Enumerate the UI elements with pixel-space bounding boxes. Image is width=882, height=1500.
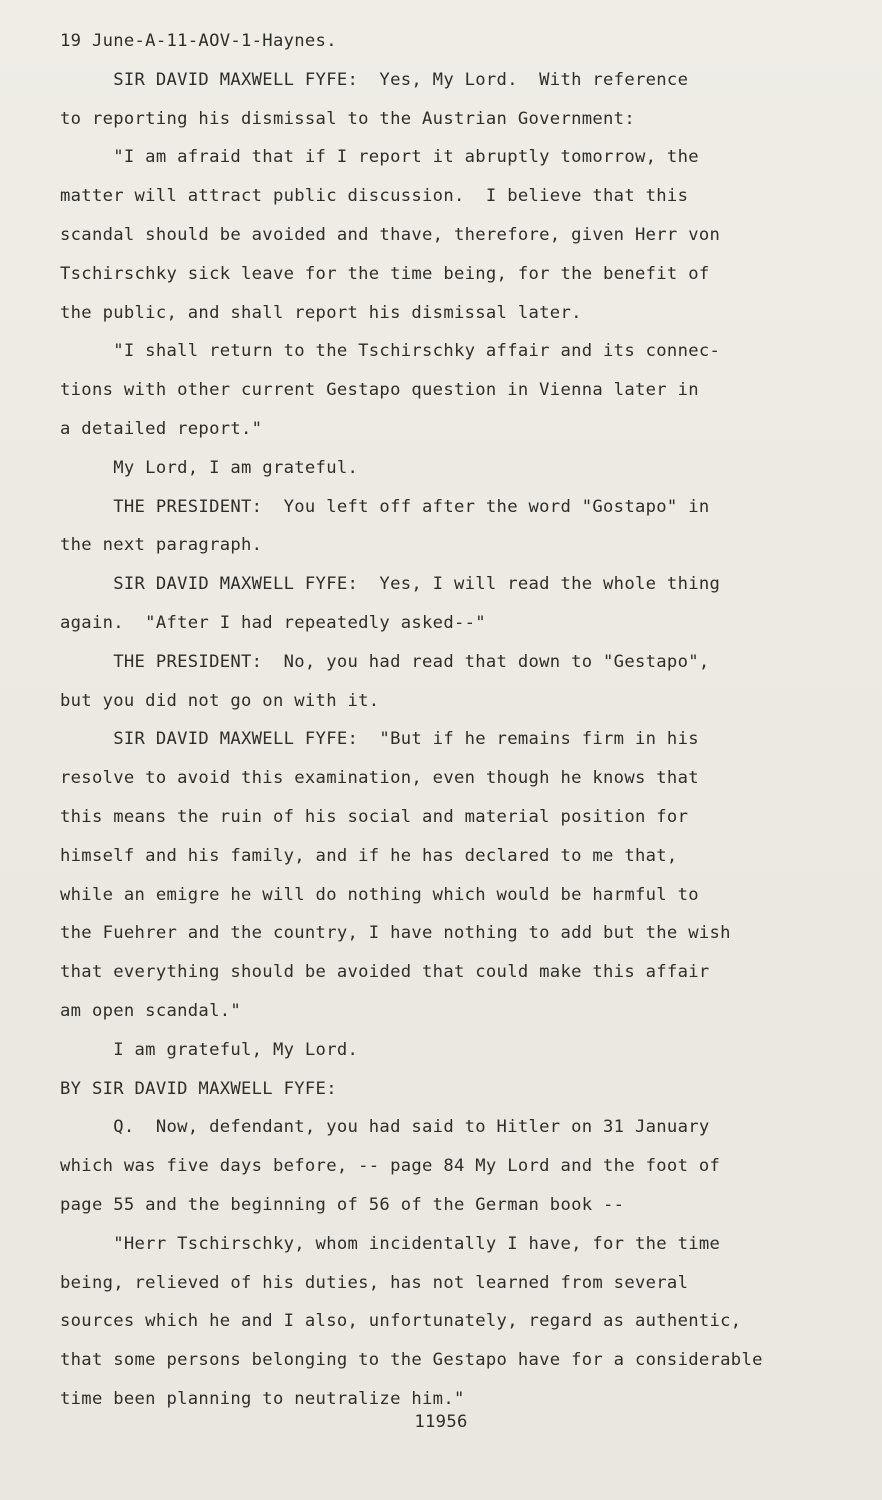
- text-line: the next paragraph.: [60, 535, 263, 556]
- text-line: while an emigre he will do nothing which would be harmful to: [60, 884, 699, 905]
- text-line: SIR DAVID MAXWELL FYFE: "But if he remains firm in his: [60, 729, 699, 750]
- page-number: 11956: [414, 1412, 468, 1432]
- text-line: "Herr Tschirschky, whom incidentally I have, for the time: [60, 1233, 721, 1254]
- text-line: but you did not go on with it.: [60, 690, 380, 711]
- text-line: time been planning to neutralize him.": [60, 1388, 465, 1409]
- text-line: BY SIR DAVID MAXWELL FYFE:: [60, 1078, 337, 1099]
- text-line: THE PRESIDENT: No, you had read that down to "Gestapo",: [60, 651, 710, 672]
- text-line: this means the ruin of his social and material position for: [60, 806, 689, 827]
- text-line: being, relieved of his duties, has not learned from several: [60, 1272, 689, 1293]
- text-line: that some persons belonging to the Gestapo have for a considerable: [60, 1350, 763, 1371]
- text-line: SIR DAVID MAXWELL FYFE: Yes, My Lord. With reference: [60, 69, 689, 90]
- text-line: page 55 and the beginning of 56 of the German book --: [60, 1194, 625, 1215]
- text-line: again. "After I had repeatedly asked--": [60, 612, 486, 633]
- text-line: the Fuehrer and the country, I have nothing to add but the wish: [60, 923, 731, 944]
- text-line: My Lord, I am grateful.: [60, 457, 359, 478]
- text-line: that everything should be avoided that could make this affair: [60, 962, 710, 983]
- text-line: resolve to avoid this examination, even though he knows that: [60, 768, 699, 789]
- text-line: to reporting his dismissal to the Austrian Government:: [60, 108, 635, 129]
- text-line: a detailed report.": [60, 418, 263, 439]
- page-header: 19 June-A-11-AOV-1-Haynes.: [60, 31, 337, 51]
- text-line: the public, and shall report his dismissal later.: [60, 302, 582, 323]
- text-line: Tschirschky sick leave for the time being, for the benefit of: [60, 263, 710, 284]
- text-line: SIR DAVID MAXWELL FYFE: Yes, I will read the whole thing: [60, 574, 721, 595]
- text-line: matter will attract public discussion. I believe that this: [60, 186, 689, 207]
- text-line: himself and his family, and if he has declared to me that,: [60, 845, 678, 866]
- text-line: sources which he and I also, unfortunately, regard as authentic,: [60, 1311, 742, 1332]
- text-line: which was five days before, -- page 84 My Lord and the foot of: [60, 1156, 721, 1177]
- text-line: am open scandal.": [60, 1000, 242, 1021]
- text-line: tions with other current Gestapo question in Vienna later in: [60, 380, 699, 401]
- text-line: I am grateful, My Lord.: [60, 1039, 359, 1060]
- transcript-body: [60, 22, 850, 1419]
- text-line: Q. Now, defendant, you had said to Hitler on 31 January: [60, 1117, 710, 1138]
- text-line: "I am afraid that if I report it abruptly tomorrow, the: [60, 147, 699, 168]
- text-line: THE PRESIDENT: You left off after the word "Gostapo" in: [60, 496, 710, 517]
- text-line: scandal should be avoided and thave, therefore, given Herr von: [60, 224, 721, 245]
- text-line: "I shall return to the Tschirschky affair and its connec-: [60, 341, 721, 362]
